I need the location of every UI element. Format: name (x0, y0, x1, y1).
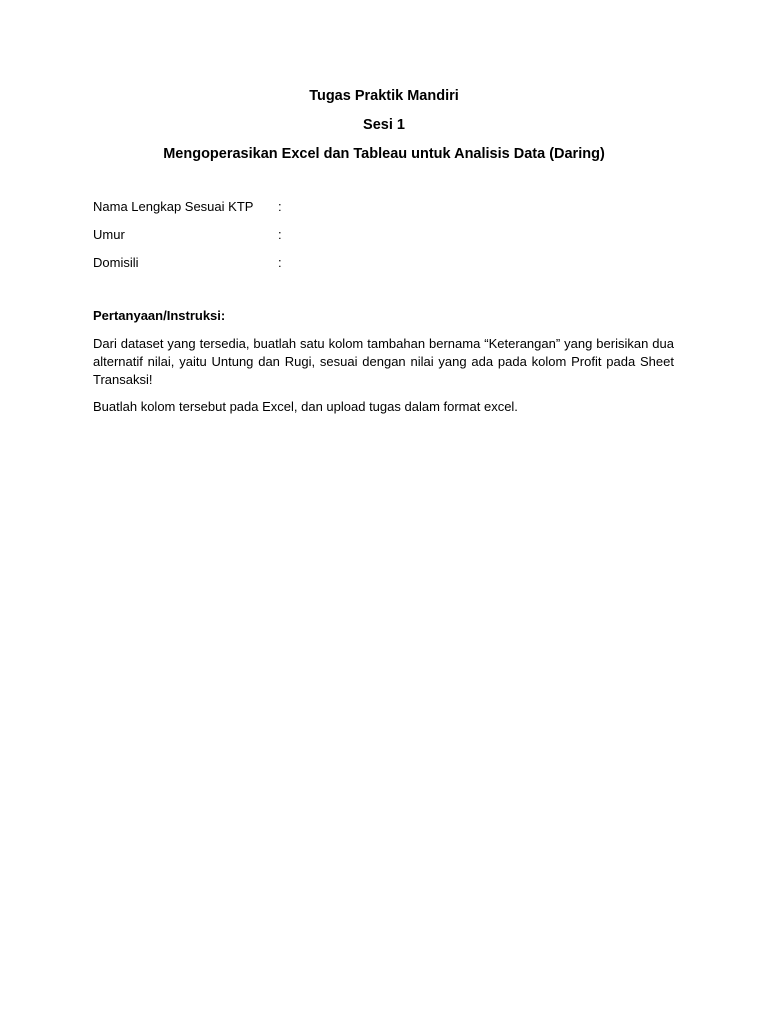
instruction-paragraph: Dari dataset yang tersedia, buatlah satu kolom tambahan bernama “Keterangan” yang berisikan dua alternatif nilai, yaitu Untung dan Rugi, sesuai dengan nilai yang ada pada kolom Profit pada Sheet Transaksi! (93, 336, 674, 387)
field-separator: : (278, 255, 282, 270)
session-label: Sesi 1 (363, 117, 405, 133)
field-label: Domisili (93, 255, 139, 270)
field-separator: : (278, 227, 282, 242)
field-label: Umur (93, 227, 125, 242)
field-separator: : (278, 199, 282, 214)
document-subtitle: Mengoperasikan Excel dan Tableau untuk Analisis Data (Daring) (163, 146, 605, 162)
field-label: Nama Lengkap Sesuai KTP (93, 199, 254, 214)
instruction-paragraph: Buatlah kolom tersebut pada Excel, dan upload tugas dalam format excel. (93, 399, 518, 414)
document-title: Tugas Praktik Mandiri (309, 88, 459, 104)
instructions-heading: Pertanyaan/Instruksi: (93, 308, 226, 323)
